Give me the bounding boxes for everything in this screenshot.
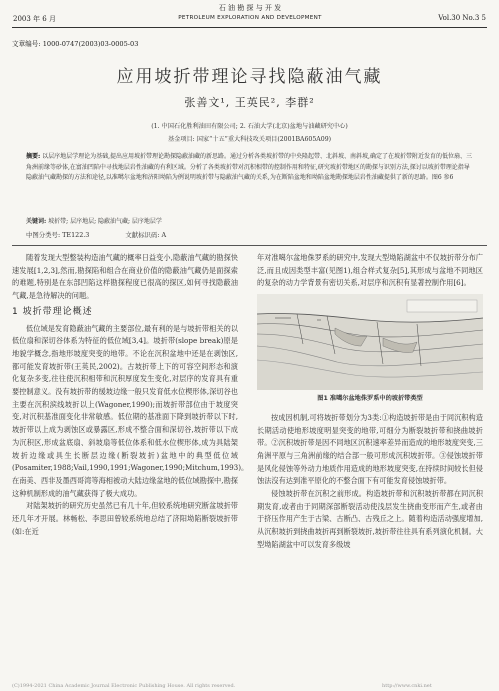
page-footer [12,683,432,689]
author-affiliation: (1. 中国石化胜利油田有限公司; 2. 石油大学(北京)盆地与油藏研究中心) [151,123,348,130]
left-column [12,252,249,538]
slope-break-section-figure [257,294,483,390]
keywords [26,216,474,225]
journal-name-en: PETROLEUM EXPLORATION AND DEVELOPMENT [178,15,322,21]
clc-number: 中图分类号: TE122.3 [26,231,90,239]
document-code: 文献标识码: A [125,231,167,239]
footer-url[interactable]: http://www.cnki.net [382,683,432,689]
right-column [257,252,483,552]
abstract-text: 以层序地层学理论为基础,提出应用坡折带理论勘探隐蔽油藏的新思路。通过分析各类坡折带的中央隆起带、北斜坡、南斜坡,确定了在坡折带附近发育的低位扇、三角洲前缘等砂体,在富油凹陷中寻找地层岩性油藏的有利区域。分析了各类坡折带对沉积相带的控制作用和特征,研究坡折带地区的勘探与识别方法,探讨以坡折带理论指导隐蔽油气藏勘探的方法和途径,以准噶尔盆地和济阳坳陷为例说明坡折带与隐蔽油气藏的关系,为在断陷盆地和坳陷盆地勘探地层岩性油藏提供了新的思路。图6 参6 [26,153,472,181]
keywords-label: 关键词: [26,218,47,225]
intro-paragraph: 随着发现大型整装构造油气藏的概率日益变小,隐蔽油气藏的勘探快速发展[1,2,3],然而,勘探陷和组合在商业价值的隐蔽油气藏仍是面探索的难题,特别是在东部凹陷这样勘探程度已很高的探区,如何寻找隐蔽油气藏,是急待解决的问题。 [12,253,238,301]
body-paragraph: 按成因机制,可将坡折带划分为3类:①构造坡折带是由于同沉积构造长期活动使地形坡度明显突变的地带,可细分为断裂坡折带和挠曲坡折带。②沉积坡折带是因不同地区沉积速率差异而造成的地形坡度突变,三角洲平原与三角洲前缘的结合部一般可形成沉积坡折带。③侵蚀坡折带是风化侵蚀等外动力地质作用造成的地形坡度突变,在持续时间较长但侵蚀法沒有达到准平原化的不整合面下有可能发育侵蚀坡折带。 [257,412,483,486]
keywords-text: 坡折带; 层序地层; 隐蔽油气藏; 层序地层学 [48,218,162,225]
fund-project: 基金项目: 国家“十五”重大科技攻关项目(2001BA605A09) [167,136,332,143]
header-volume: Vol.30 No.3 5 [438,14,486,22]
header-date: 2003 年 6 月 [13,15,56,23]
abstract [26,152,474,184]
body-paragraph: 低位域是发育隐蔽油气藏的主要部位,最有利的是与坡折带相关的以低位扇和深切谷体系为特征的低位域[3,4]。坡折带(slope break)原是地貌学概念,指地形坡度突变的地带。不论在沉积盆地中还是在剥蚀区,都可能发育坡折带(王英民,2002)。古坡折带上下的可容空间形态和演化复杂多变,往往使沉积相带和沉积厚度发生变化,对层序的发育具有重要控制意义。没有坡折带的缓坡边缘一般只发育低水位楔形体,深切谷也主要在沉积滨线坡折以上(Wagoner,1990);而坡折带部位由于坡度突变,对沉积基准面变化非常敏感。低位期的基准面下降到坡折带以下时,坡折带以上成为剥蚀区或暴露区,形成不整合面和深切谷,坡折带以下成为沉积区,形成盆底扇、斜坡扇等低位体系和低水位楔形体,成为具陆架坡折边缘或具生长断层边缘(断裂坡折)盆地中的典型低位域(Posamiter,1988;Vail,1990,1991;Wagoner,1990;Mitchum,1993)。在南美、西非及墨西哥湾等海相被动大陆边缘盆地的低位域勘探中,勘探这种机制形成的油气藏获得了极大成功。 [12,323,249,498]
figure-caption: 图1 准噶尔盆地侏罗系中的坡折带类型 [317,395,423,403]
section-heading: 1 坡折带理论概述 [12,306,93,317]
journal-name-cn: 石 油 勘 探 与 开 发 [218,4,282,12]
body-divider [12,245,487,246]
running-header [0,0,499,28]
journal-name [150,3,350,23]
article-number: 文章编号: 1000-0747(2003)03-0005-03 [12,40,139,48]
figure-1 [257,294,483,390]
paper-title: 应用坡折带理论寻找隐蔽油气藏 [116,67,383,87]
abstract-label: 摘要: [26,153,41,160]
copyright-text: (C)1994-2021 China Academic Journal Electronic Publishing House. All rights reserved. [12,683,236,689]
body-paragraph: 对陆架坡折的研究历史虽然已有几十年,但较系统地研究断盆坡折带还几年才开展。林畅松、李思田曾较系统地总结了济阳坳陷断裂坡折带(如:在近 [12,501,238,536]
paper-authors: 张善文¹, 王英民², 李群² [184,96,315,109]
body-paragraph: 年对准噶尔盆地侏罗系的研究中,发现大型坳陷湖盆中不仅坡折带分布广泛,而且成因类型丰富(见图1),组合样式复杂[5],其形成与盆地不同地区的复杂的动力学背景有密切关系,对层序和沉积有显著控制作用[6]。 [257,253,483,288]
classification [26,230,166,239]
header-divider [12,27,487,28]
body-paragraph: 侵蚀坡折带在沉积之前形成。构造坡折带和沉积坡折带都在同沉积期发育,或者由于同期深部断裂活动使浅层发生挠曲变形而产生,或者由于挤压作用产生于古梁、古断凸、古残丘之上。随着构造活动强度增加,从沉积坡折到挠曲坡折再到断裂坡折,坡折带往往具有系列演化机制。大型坳陷湖盆中可以发育多级坡 [257,489,483,549]
